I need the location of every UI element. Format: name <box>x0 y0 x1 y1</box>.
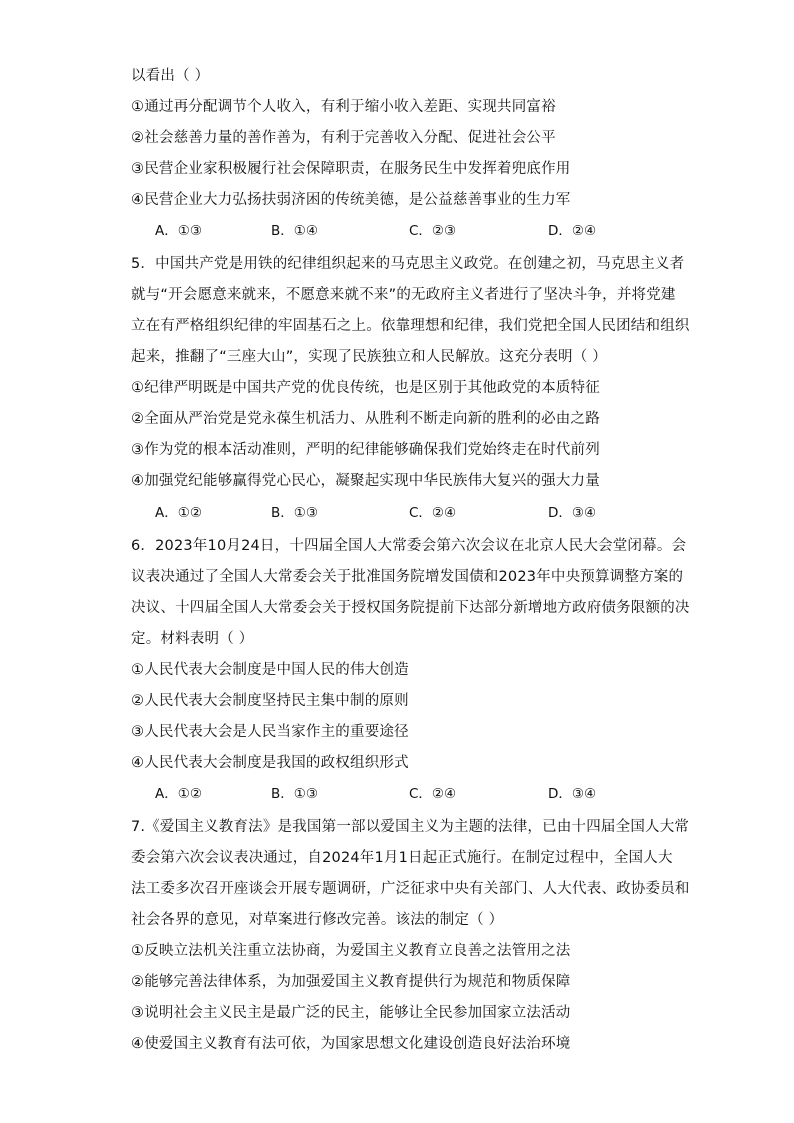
q5-item-3: ③作为党的根本活动准则，严明的纪律能够确保我们党始终走在时代前列 <box>131 442 600 458</box>
q5-stem-line-4: 起来，推翻了“三座大山”，实现了民族独立和人民解放。这充分表明（ ） <box>131 349 607 365</box>
q7-stem-line-2: 委会第六次会议表决通过，自2024年1月1日起正式施行。在制定过程中，全国人大 <box>131 850 673 866</box>
q5-item-2: ②全面从严治党是党永葆生机活力、从胜利不断走向新的胜利的必由之路 <box>131 411 600 427</box>
q4-option-c[interactable]: C．②③ <box>409 223 457 239</box>
q6-option-b[interactable]: B．①③ <box>271 786 318 802</box>
q5-stem-line-1: 5．中国共产党是用铁的纪律组织起来的马克思主义政党。在创建之初，马克思主义者 <box>131 256 685 272</box>
q5-option-d[interactable]: D．③④ <box>548 505 597 521</box>
q7-item-2: ②能够完善法律体系，为加强爱国主义教育提供行为规范和物质保障 <box>131 974 571 990</box>
q4-option-b[interactable]: B．①④ <box>271 223 318 239</box>
q4-option-d[interactable]: D．②④ <box>548 223 597 239</box>
q7-item-1: ①反映立法机关注重立法协商，为爱国主义教育立良善之法管用之法 <box>131 943 571 959</box>
q7-stem-line-4: 社会各界的意见，对草案进行修改完善。该法的制定（ ） <box>131 912 504 928</box>
q6-option-d[interactable]: D．③④ <box>548 786 597 802</box>
q6-item-2: ②人民代表大会制度坚持民主集中制的原则 <box>131 693 409 709</box>
q4-item-4: ④民营企业大力弘扬扶弱济困的传统美德，是公益慈善事业的生力军 <box>131 192 571 208</box>
q5-option-c[interactable]: C．②④ <box>409 505 457 521</box>
q7-stem-line-1: 7.《爱国主义教育法》是我国第一部以爱国主义为主题的法律，已由十四届全国人大常 <box>131 819 690 835</box>
q6-item-1: ①人民代表大会制度是中国人民的伟大创造 <box>131 662 409 678</box>
q5-option-b[interactable]: B．①③ <box>271 505 318 521</box>
q5-stem-line-3: 立在有严格组织纪律的牢固基石之上。依靠理想和纪律，我们党把全国人民团结和组织 <box>131 318 690 334</box>
q4-option-a[interactable]: A．①③ <box>155 223 202 239</box>
q5-item-1: ①纪律严明既是中国共产党的优良传统，也是区别于其他政党的本质特征 <box>131 380 600 396</box>
q6-stem-line-4: 定。材料表明（ ） <box>131 631 254 647</box>
q6-option-c[interactable]: C．②④ <box>409 786 457 802</box>
q7-item-4: ④使爱国主义教育有法可依，为国家思想文化建设创造良好法治环境 <box>131 1036 571 1052</box>
q6-stem-line-2: 议表决通过了全国人大常委会关于批准国务院增发国债和2023年中央预算调整方案的 <box>131 569 684 585</box>
q6-item-3: ③人民代表大会是人民当家作主的重要途径 <box>131 724 409 740</box>
q4-item-1: ①通过再分配调节个人收入，有利于缩小收入差距、实现共同富裕 <box>131 99 556 115</box>
q4-item-3: ③民营企业家积极履行社会保障职责，在服务民生中发挥着兜底作用 <box>131 161 571 177</box>
q5-stem-line-2: 就与“开会愿意来就来，不愿意来就不来”的无政府主义者进行了坚决斗争，并将党建 <box>131 287 676 303</box>
q7-item-3: ③说明社会主义民主是最广泛的民主，能够让全民参加国家立法活动 <box>131 1005 571 1021</box>
q4-stem-tail: 以看出（ ） <box>131 68 210 84</box>
q6-item-4: ④人民代表大会制度是我国的政权组织形式 <box>131 755 409 771</box>
q7-stem-line-3: 法工委多次召开座谈会开展专题调研，广泛征求中央有关部门、人大代表、政协委员和 <box>131 881 690 897</box>
q6-option-a[interactable]: A．①② <box>155 786 202 802</box>
q6-stem-line-1: 6．2023年10月24日，十四届全国人大常委会第六次会议在北京人民大会堂闭幕。会 <box>131 538 687 554</box>
q6-stem-line-3: 决议、十四届全国人大常委会关于授权国务院提前下达部分新增地方政府债务限额的决 <box>131 600 690 616</box>
q5-option-a[interactable]: A．①② <box>155 505 202 521</box>
q4-item-2: ②社会慈善力量的善作善为，有利于完善收入分配、促进社会公平 <box>131 130 556 146</box>
q5-item-4: ④加强党纪能够赢得党心民心，凝聚起实现中华民族伟大复兴的强大力量 <box>131 473 600 489</box>
